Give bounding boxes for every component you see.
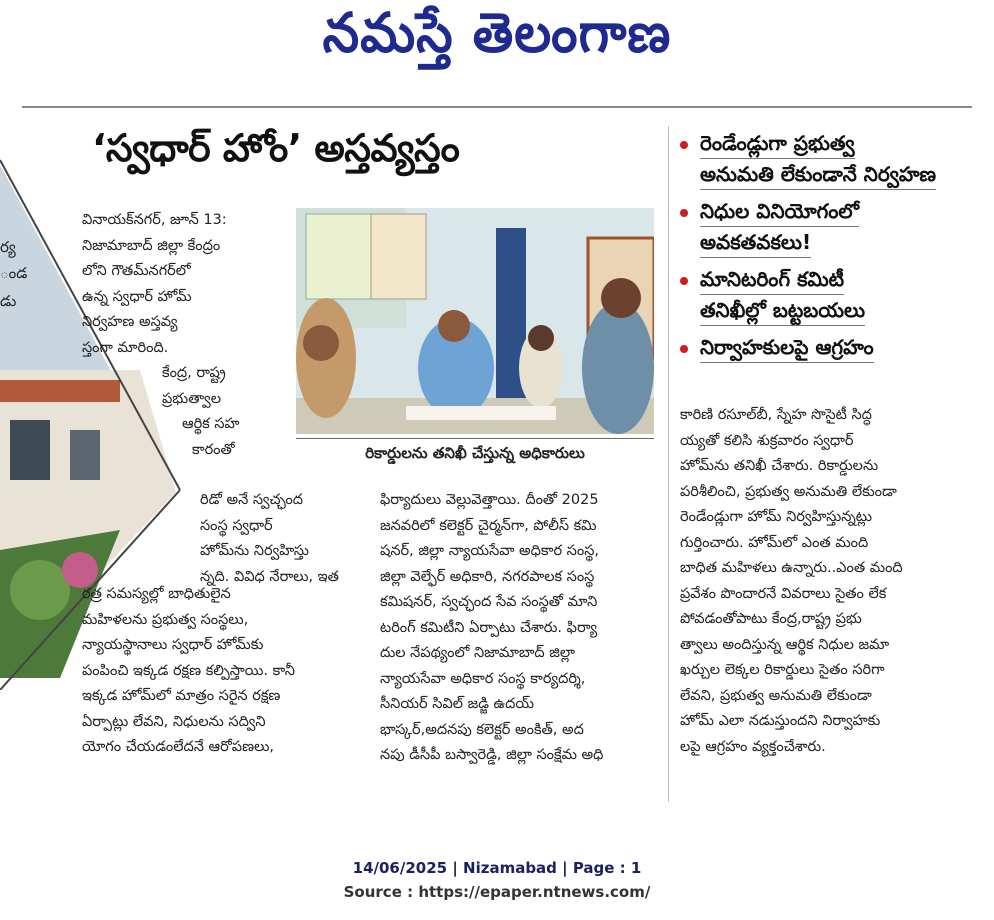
bullet-dot-icon: [680, 141, 688, 149]
text-line: బాధిత మహిళలు ఉన్నారు..ఎంత మంది: [680, 560, 903, 576]
column-3: [680, 403, 958, 760]
text-line: నిర్వహణ అస్తవ్య: [82, 314, 178, 330]
bullet-dot-icon: [680, 345, 688, 353]
text-line: ప్రవేశం పొందారనే వివరాలు సైతం లేక: [680, 585, 887, 602]
text-line: పంపించి ఇక్కడ రక్షణ కల్పిస్తాయి. కానీ: [82, 662, 295, 679]
text-line: లపై ఆగ్రహం వ్యక్తంచేశారు.: [680, 738, 826, 755]
column-1-middle: [200, 488, 370, 590]
highlight-item: [680, 196, 980, 258]
highlight-line: అనుమతి లేకుండానే నిర్వహణ: [700, 159, 936, 190]
caption-rule: [296, 438, 654, 439]
column-2: [380, 488, 656, 769]
highlight-line: రెండేండ్లుగా ప్రభుత్వ: [700, 128, 855, 159]
text-line: భాస్కర్,అదనపు కలెక్టర్ అంకిత్, అద: [380, 721, 584, 738]
adjacent-fragment-3: డు: [0, 292, 17, 310]
footer-source[interactable]: Source : https://epaper.ntnews.com/: [343, 883, 651, 901]
text-line: న్నది. వివిధ నేరాలు, ఇత: [200, 568, 339, 585]
text-line: స్తంగా మారింది.: [82, 339, 169, 356]
text-line: నిజామాబాద్ జిల్లా కేంద్రం: [82, 237, 221, 254]
text-line: పోవడంతోపాటు కేంద్ర,రాష్ట్ర ప్రభు: [680, 611, 862, 627]
text-line: టరింగ్ కమిటీని ఏర్పాటు చేశారు. ఫిర్యా: [380, 619, 598, 636]
text-line: ఇక్కడ హోమ్‌లో మాత్రం సరైన రక్షణ: [82, 688, 281, 704]
column-divider: [668, 126, 669, 802]
text-line: యోగం చేయడంలేదనే ఆరోపణలు,: [82, 739, 274, 755]
text-line: కేంద్ర, రాష్ట్ర: [162, 365, 226, 381]
footer-dateline: 14/06/2025 | Nizamabad | Page : 1: [352, 859, 642, 877]
text-line: జనవరిలో కలెక్టర్ చైర్మన్‌గా, పోలీస్ కమి: [380, 517, 597, 534]
highlights-list: [680, 128, 980, 369]
text-line: ఆర్థిక సహ: [182, 416, 240, 432]
adjacent-fragment-1: ర్య: [0, 238, 16, 256]
text-line: సీనియర్ సివిల్ జడ్జి ఉదయ్: [380, 696, 534, 712]
masthead-rule: [22, 106, 972, 108]
highlight-line: తనిఖీల్లో బట్టబయలు: [700, 295, 865, 326]
text-line: కారిణి రసూల్‌బీ, స్నేహ సొసైటీ సిద్ధ: [680, 407, 872, 423]
highlight-line: నిధుల వినియోగంలో: [700, 196, 859, 227]
photo-caption: రికార్డులను తనిఖీ చేస్తున్న అధికారులు: [365, 444, 585, 462]
text-line: ఉన్న స్వధార్ హోమ్: [82, 288, 192, 305]
text-line: పరిశీలించి, ప్రభుత్వ అనుమతి లేకుండా: [680, 483, 897, 500]
text-line: మహిళలను ప్రభుత్వ సంస్థలు,: [82, 611, 249, 628]
text-line: రిడో అనే స్వచ్ఛంద: [200, 492, 304, 508]
masthead: నమస్తే తెలంగాణ: [322, 2, 672, 66]
highlight-line: అవకతవకలు!: [700, 227, 811, 258]
article-headline: ‘స్వధార్ హోం’ అస్తవ్యస్తం: [92, 126, 460, 170]
text-line: నపు డీసీపీ బస్వారెడ్డి, జిల్లా సంక్షేమ అధి: [380, 747, 604, 763]
text-line: త్వాలు అందిస్తున్న ఆర్థిక నిధుల జమా: [680, 636, 890, 653]
text-line: ప్రభుత్వాల: [162, 390, 221, 407]
text-line: లేవని, ప్రభుత్వ అనుమతి లేకుండా: [680, 687, 872, 704]
text-line: దుల నేపథ్యంలో నిజామాబాద్ జిల్లా: [380, 645, 576, 661]
highlight-item: [680, 332, 980, 363]
text-line: ఫిర్యాదులు వెల్లువెత్తాయి. దీంతో 2025: [380, 492, 599, 508]
column-1-top: [82, 208, 284, 463]
highlight-line: నిర్వాహకులపై ఆగ్రహం: [700, 332, 874, 363]
text-line: లోని గౌతమ్‌నగర్‌లో: [82, 263, 191, 279]
text-line: గుర్తించారు. హోమ్‌లో ఎంత మంది: [680, 534, 869, 551]
text-line: న్యాయసేవా అధికార సంస్థ కార్యదర్శి,: [380, 670, 586, 687]
highlight-item: [680, 128, 980, 190]
text-line: రెండేండ్లుగా హోమ్ నిర్వహిస్తున్నట్లు: [680, 509, 872, 525]
text-line: షనర్, జిల్లా న్యాయసేవా అధికార సంస్థ,: [380, 543, 599, 559]
bullet-dot-icon: [680, 209, 688, 217]
text-line: సంస్థ స్వధార్: [200, 517, 273, 534]
text-line: వినాయక్‌నగర్, జూన్ 13:: [82, 212, 227, 228]
text-line: కారంతో: [192, 441, 235, 458]
text-line: ఏర్పాట్లు లేవని, నిధులను సద్విని: [82, 713, 266, 730]
page-footer: [0, 856, 994, 904]
highlight-item: [680, 264, 980, 326]
highlight-line: మానిటరింగ్ కమిటీ: [700, 264, 844, 295]
bullet-dot-icon: [680, 277, 688, 285]
text-line: న్యాయస్థానాలు స్వధార్ హోమ్‌కు: [82, 637, 264, 653]
text-line: ర‌త్ర సమస్యల్లో బాధితులైన: [82, 586, 231, 602]
text-line: జిల్లా వెల్ఫేర్ అధికారి, నగరపాలక సంస్థ: [380, 568, 595, 585]
text-line: ఖర్చుల లెక్కల రికార్డులు సైతం సరిగా: [680, 662, 885, 678]
column-1-bottom: [82, 582, 362, 761]
text-line: య్యతో కలిసి శుక్రవారం స్వధార్: [680, 432, 854, 449]
text-line: కమిషనర్, స్వచ్ఛంద సేవ సంస్థతో మాని: [380, 594, 598, 610]
text-line: హోమ్‌ను నిర్వహిస్తు: [200, 543, 309, 559]
article-photo: [296, 208, 654, 434]
adjacent-fragment-2: ండ: [0, 264, 28, 282]
text-line: హోమ్ ఎలా నడుస్తుందని నిర్వాహకు: [680, 713, 881, 729]
text-line: హోమ్‌ను తనిఖీ చేశారు. రికార్డులను: [680, 458, 879, 474]
